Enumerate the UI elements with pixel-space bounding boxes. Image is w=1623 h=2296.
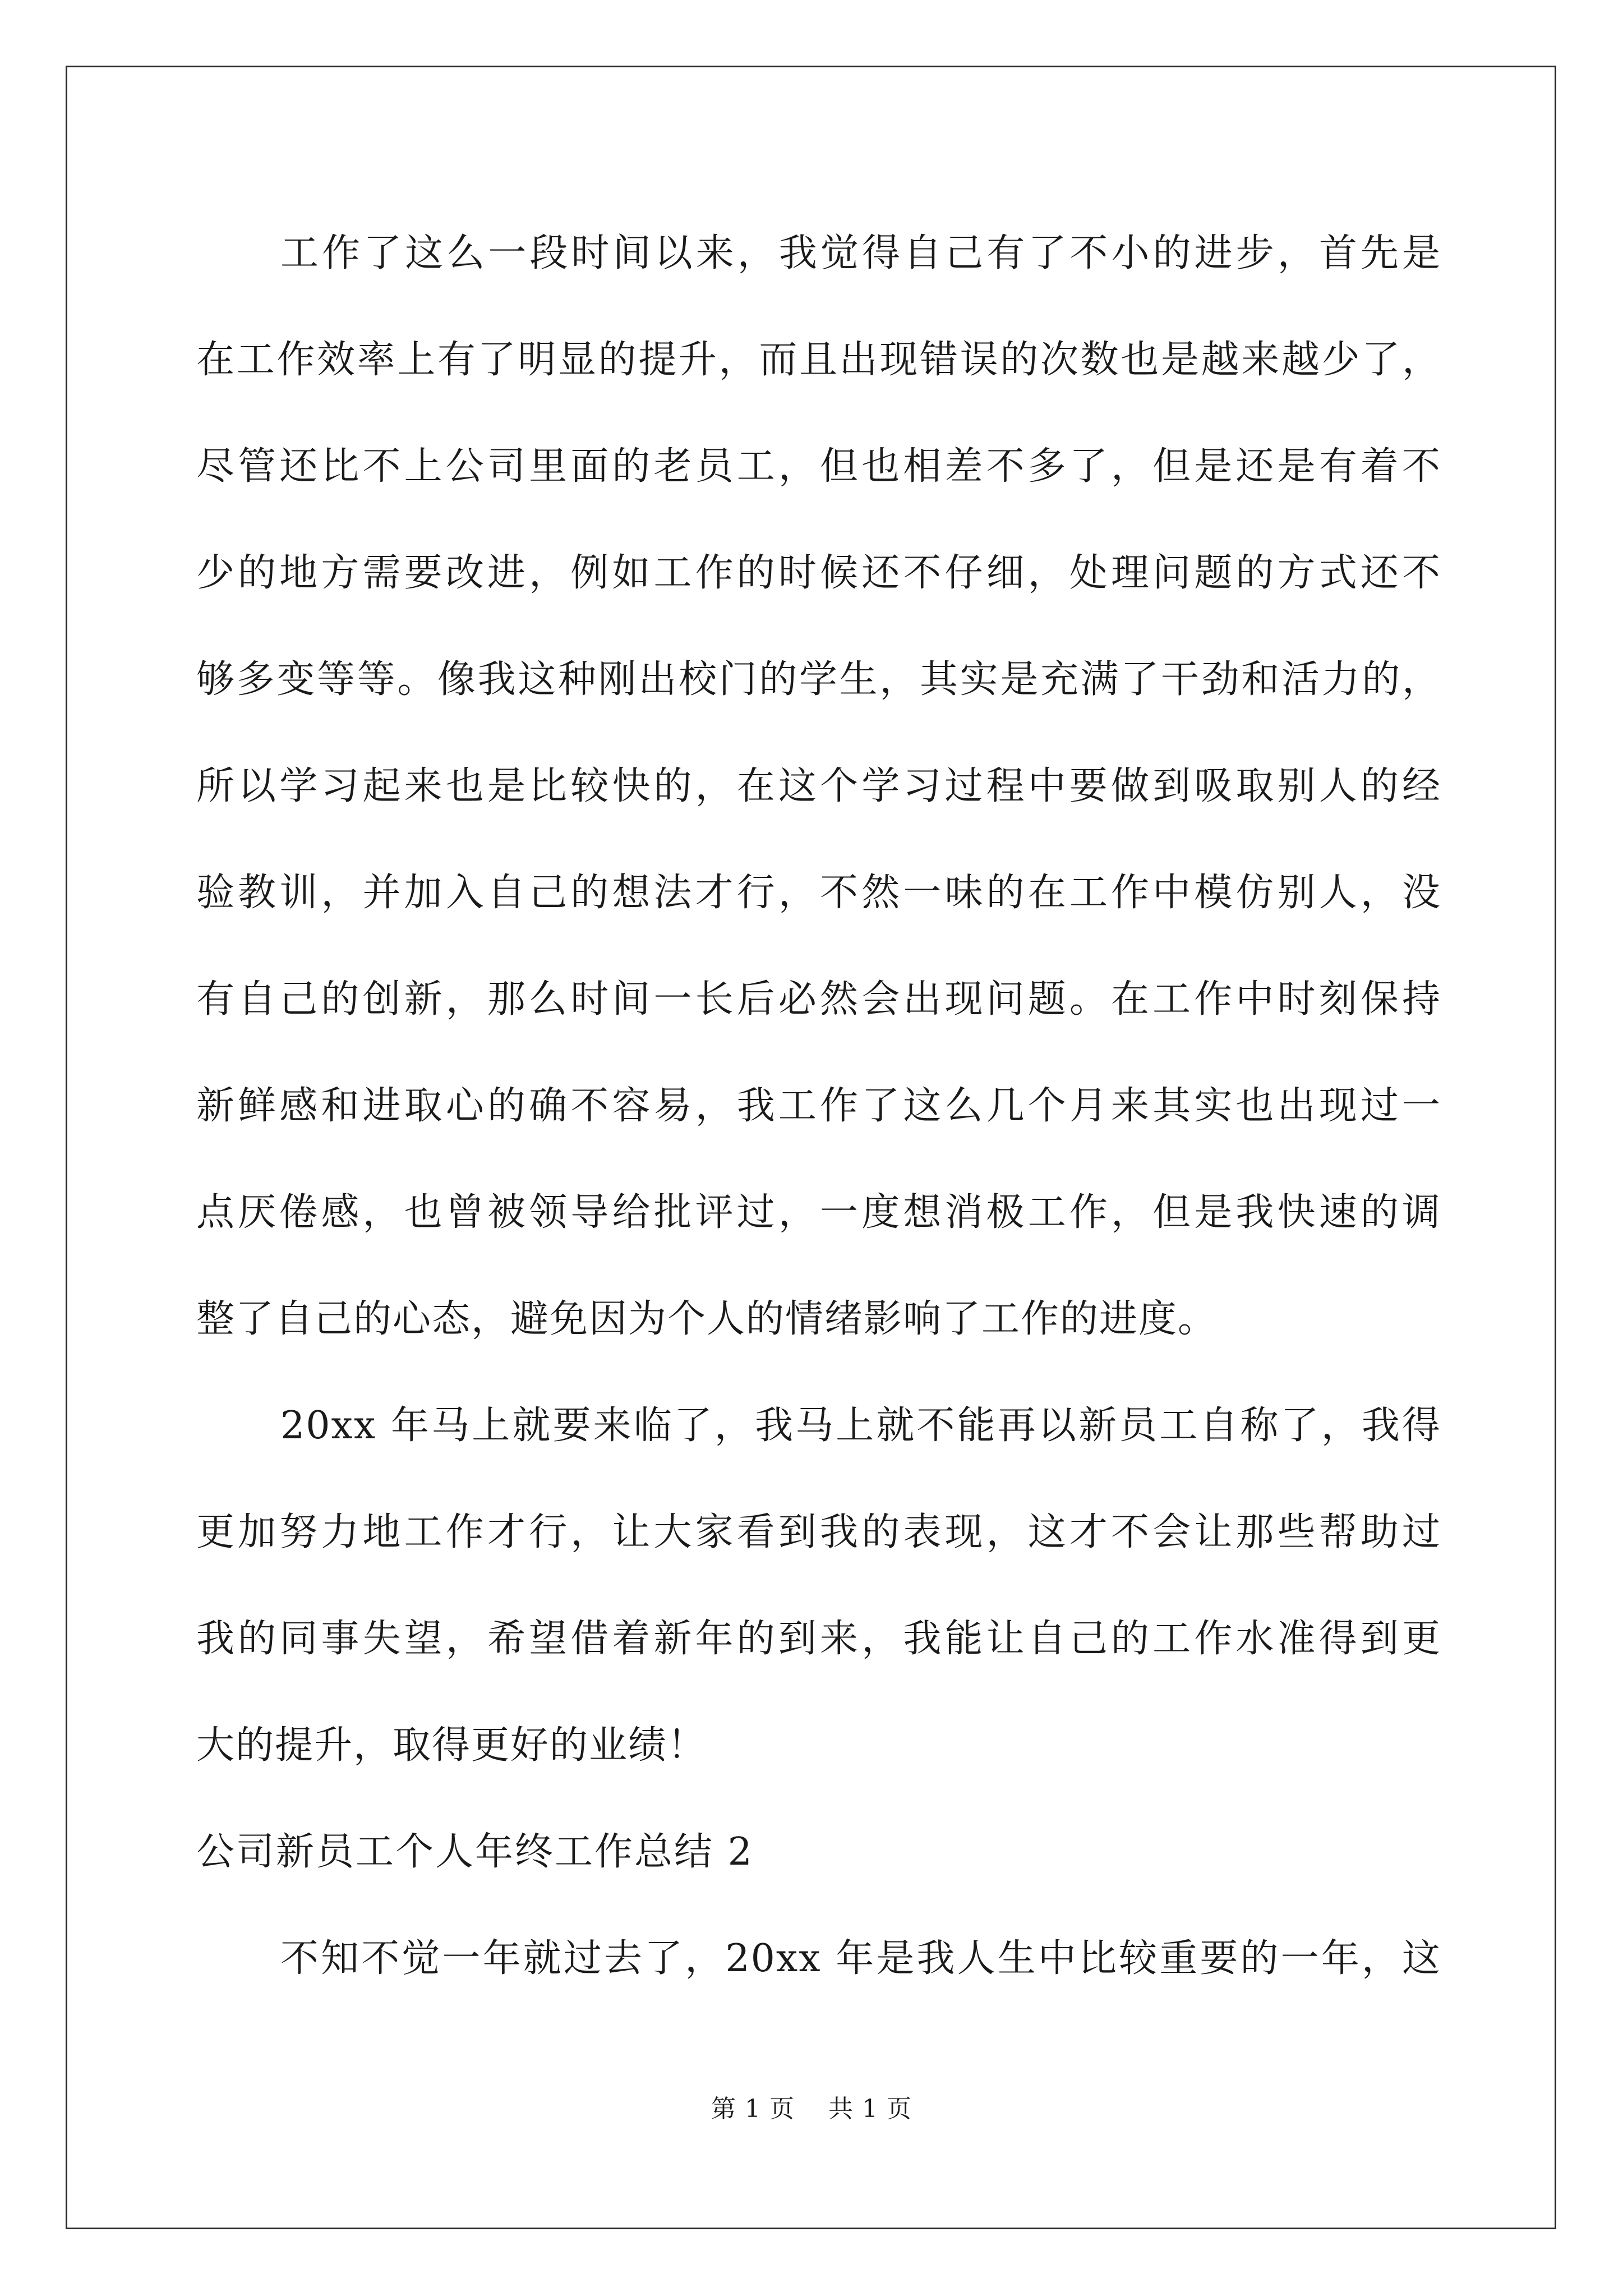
paragraph-1-line-11: 整了自己的心态，避免因为个人的情绪影响了工作的进度。 (196, 1297, 1218, 1341)
paragraph-1-line-1: 工作了这么一段时间以来，我觉得自己有了不小的进步，首先是 (280, 231, 1441, 275)
paragraph-1-line-10: 点厌倦感，也曾被领导给批评过，一度想消极工作，但是我快速的调 (196, 1190, 1441, 1235)
paragraph-2-line-3: 我的同事失望，希望借着新年的到来，我能让自己的工作水准得到更 (196, 1617, 1441, 1661)
paragraph-2-line-1: 20xx 年马上就要来临了，我马上就不能再以新员工自称了，我得 (280, 1404, 1441, 1448)
paragraph-3-line-1: 不知不觉一年就过去了，20xx 年是我人生中比较重要的一年，这 (280, 1936, 1441, 1981)
section-heading: 公司新员工个人年终工作总结 2 (196, 1830, 754, 1874)
page-number-label: 第 1 页 (711, 2095, 795, 2123)
paragraph-1-line-5: 够多变等等。像我这种刚出校门的学生，其实是充满了干劲和活力的， (196, 657, 1441, 702)
paragraph-1-line-2: 在工作效率上有了明显的提升，而且出现错误的次数也是越来越少了， (196, 338, 1441, 382)
total-pages-label: 共 1 页 (828, 2095, 912, 2123)
paragraph-1-line-7: 验教训，并加入自己的想法才行，不然一味的在工作中模仿别人，没 (196, 871, 1441, 915)
paragraph-1-line-6: 所以学习起来也是比较快的，在这个学习过程中要做到吸取别人的经 (196, 764, 1441, 808)
paragraph-1-line-4: 少的地方需要改进，例如工作的时候还不仔细，处理问题的方式还不 (196, 551, 1441, 595)
paragraph-1-line-8: 有自己的创新，那么时间一长后必然会出现问题。在工作中时刻保持 (196, 977, 1441, 1022)
paragraph-2-line-4: 大的提升，取得更好的业绩！ (196, 1723, 707, 1768)
paragraph-2-line-2: 更加努力地工作才行，让大家看到我的表现，这才不会让那些帮助过 (196, 1510, 1441, 1554)
paragraph-1-line-9: 新鲜感和进取心的确不容易，我工作了这么几个月来其实也出现过一 (196, 1084, 1441, 1128)
page-footer (0, 2087, 1623, 2132)
paragraph-1-line-3: 尽管还比不上公司里面的老员工，但也相差不多了，但是还是有着不 (196, 444, 1441, 489)
